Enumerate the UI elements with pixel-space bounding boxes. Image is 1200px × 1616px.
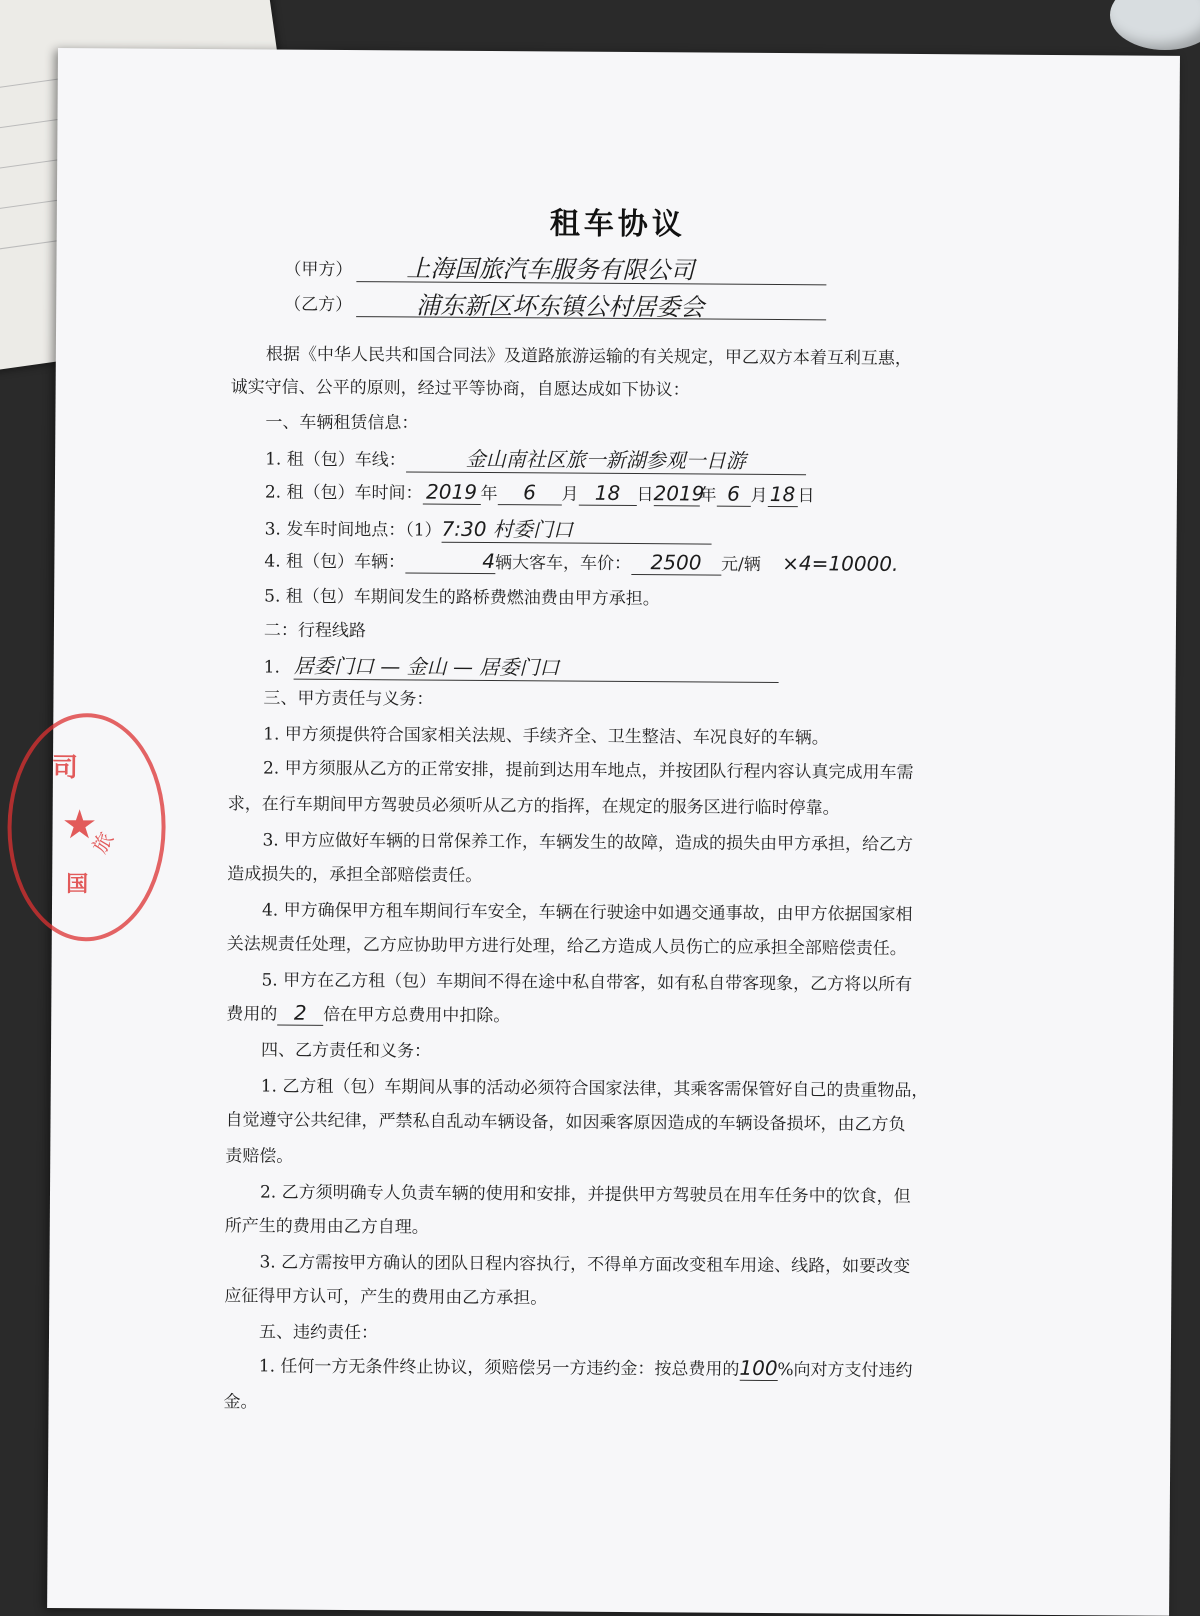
year-unit: 年 <box>699 485 717 506</box>
section-4-heading: 四、乙方责任和义务： <box>260 1040 432 1062</box>
s4-item-3-line-1: 3. 乙方需按甲方确认的团队日程内容执行，不得单方面改变租车用途、线路，如要改变 <box>259 1252 911 1277</box>
section-5-heading: 五、违约责任： <box>258 1322 379 1344</box>
s3-item-5-prefix: 费用的 <box>226 1004 278 1025</box>
section-3-heading: 三、甲方责任与义务： <box>263 688 434 710</box>
s4-item-3-line-2: 应征得甲方认可，产生的费用由乙方承担。 <box>224 1286 548 1309</box>
preamble-line-2: 诚实守信、公平的原则，经过平等协商，自愿达成如下协议： <box>230 377 690 401</box>
end-year: 2019 <box>653 481 705 506</box>
section-1-heading: 一、车辆租赁信息： <box>265 412 419 434</box>
s4-item-2-line-2: 所产生的费用由乙方自理。 <box>224 1216 429 1238</box>
s1-item-1 <box>265 441 806 475</box>
s2-item-1-label: 1. <box>263 657 280 678</box>
s4-item-1-line-1: 1. 乙方租（包）车期间从事的活动必须符合国家法律，其乘客需保管好自己的贵重物品， <box>260 1076 929 1102</box>
document-title: 租车协议 <box>549 206 686 243</box>
seal-char-1: 司 <box>51 752 79 784</box>
s3-item-2-line-2: 求，在行车期间甲方驾驶员必须听从乙方的指挥，在规定的服务区进行临时停靠。 <box>227 794 840 819</box>
s2-item-1 <box>264 649 779 683</box>
s3-item-3-line-1: 3. 甲方应做好车辆的日常保养工作，车辆发生的故障，造成的损失由甲方承担，给乙方 <box>262 830 914 855</box>
s4-item-1-line-2: 自觉遵守公共纪律，严禁私自乱动车辆设备，如因乘客原因造成的车辆设备损坏，由乙方负 <box>225 1110 906 1135</box>
section-2-heading: 二：行程线路 <box>263 620 367 642</box>
s4-item-2-line-1: 2. 乙方须明确专人负责车辆的使用和安排，并提供甲方驾驶员在用车任务中的饮食，但 <box>259 1182 911 1207</box>
seal-star-icon: ★ <box>61 802 98 849</box>
s1-item-1-value: 金山南社区旅一新湖参观一日游 <box>406 442 806 475</box>
start-year: 2019 <box>422 480 480 505</box>
preamble-line-1: 根据《中华人民共和国合同法》及道路旅游运输的有关规定，甲乙双方本着互利互惠， <box>265 344 912 369</box>
s1-item-3 <box>265 511 712 544</box>
s3-item-4-line-1: 4. 甲方确保甲方租车期间行车安全，车辆在行驶途中如遇交通事故，由甲方依据国家相 <box>261 900 913 925</box>
s1-item-4-label: 4. 租（包）车辆： <box>264 551 406 573</box>
seal-char-2: 国 <box>66 871 89 898</box>
s3-item-1: 1. 甲方须提供符合国家相关法规、手续齐全、卫生整洁、车况良好的车辆。 <box>263 724 829 749</box>
corner-object <box>1110 0 1200 50</box>
month-unit: 月 <box>750 485 768 506</box>
s5-item-1-line-1 <box>259 1351 913 1382</box>
month-unit: 月 <box>561 484 579 505</box>
start-month: 6 <box>497 480 561 505</box>
day-unit: 日 <box>636 485 654 506</box>
price-unit: 元/辆 <box>720 554 761 575</box>
party-b-value: 浦东新区坏东镇公村居委会 <box>416 291 705 322</box>
s1-item-2-label: 2. 租（包）车时间： <box>264 482 423 504</box>
s5-item-1-prefix: 1. 任何一方无条件终止协议，须赔偿另一方违约金：按总费用的 <box>258 1356 740 1380</box>
s3-item-5-line-2 <box>226 999 510 1027</box>
s1-item-2 <box>265 477 815 507</box>
company-seal <box>7 713 167 942</box>
s3-item-5-line-1: 5. 甲方在乙方租（包）车期间不得在途中私自带客，如有私自带客现象，乙方将以所有 <box>261 970 913 995</box>
party-a-label: （甲方） <box>284 259 353 281</box>
total-calc-note: ×4=10000. <box>782 551 899 576</box>
s1-item-3-value: 7:30 村委门口 <box>442 513 712 545</box>
end-month: 6 <box>716 482 750 507</box>
s1-item-1-label: 1. 租（包）车线： <box>265 449 406 471</box>
party-a-value: 上海国旅汽车服务有限公司 <box>406 254 695 285</box>
end-day: 18 <box>767 482 797 507</box>
s5-item-1-suffix: %向对方支付违约 <box>777 1360 913 1381</box>
s1-item-4 <box>264 546 898 576</box>
party-b-label: （乙方） <box>284 294 353 316</box>
route-value: 居委门口 — 金山 — 居委门口 <box>294 650 779 683</box>
s3-item-2-line-1: 2. 甲方须服从乙方的正常安排，提前到达用车地点，并按团队行程内容认真完成用车需 <box>262 758 914 783</box>
vehicle-price: 2500 <box>631 550 721 576</box>
contract-page <box>47 48 1180 1616</box>
s3-item-4-line-2: 关法规责任处理，乙方应协助甲方进行处理，给乙方造成人员伤亡的应承担全部赔偿责任。 <box>226 934 907 959</box>
penalty-percent: 100 <box>739 1355 778 1381</box>
penalty-multiplier: 2 <box>277 1001 323 1026</box>
s1-item-5: 5. 租（包）车期间发生的路桥费燃油费由甲方承担。 <box>264 586 660 610</box>
s5-item-1-line-2: 金。 <box>223 1392 258 1413</box>
s4-item-1-line-3: 责赔偿。 <box>225 1146 294 1167</box>
s3-item-5-suffix: 倍在甲方总费用中扣除。 <box>323 1004 511 1027</box>
start-day: 18 <box>578 481 636 506</box>
day-unit: 日 <box>797 486 815 507</box>
vehicle-count: 4 <box>405 548 495 574</box>
s1-item-3-label: 3. 发车时间地点：（1） <box>264 519 442 541</box>
year-unit: 年 <box>480 483 498 505</box>
s3-item-3-line-2: 造成损失的，承担全部赔偿责任。 <box>227 864 483 886</box>
vehicle-type: 辆大客车，车价： <box>494 553 632 575</box>
seal-char-3: 旅 <box>87 827 119 858</box>
